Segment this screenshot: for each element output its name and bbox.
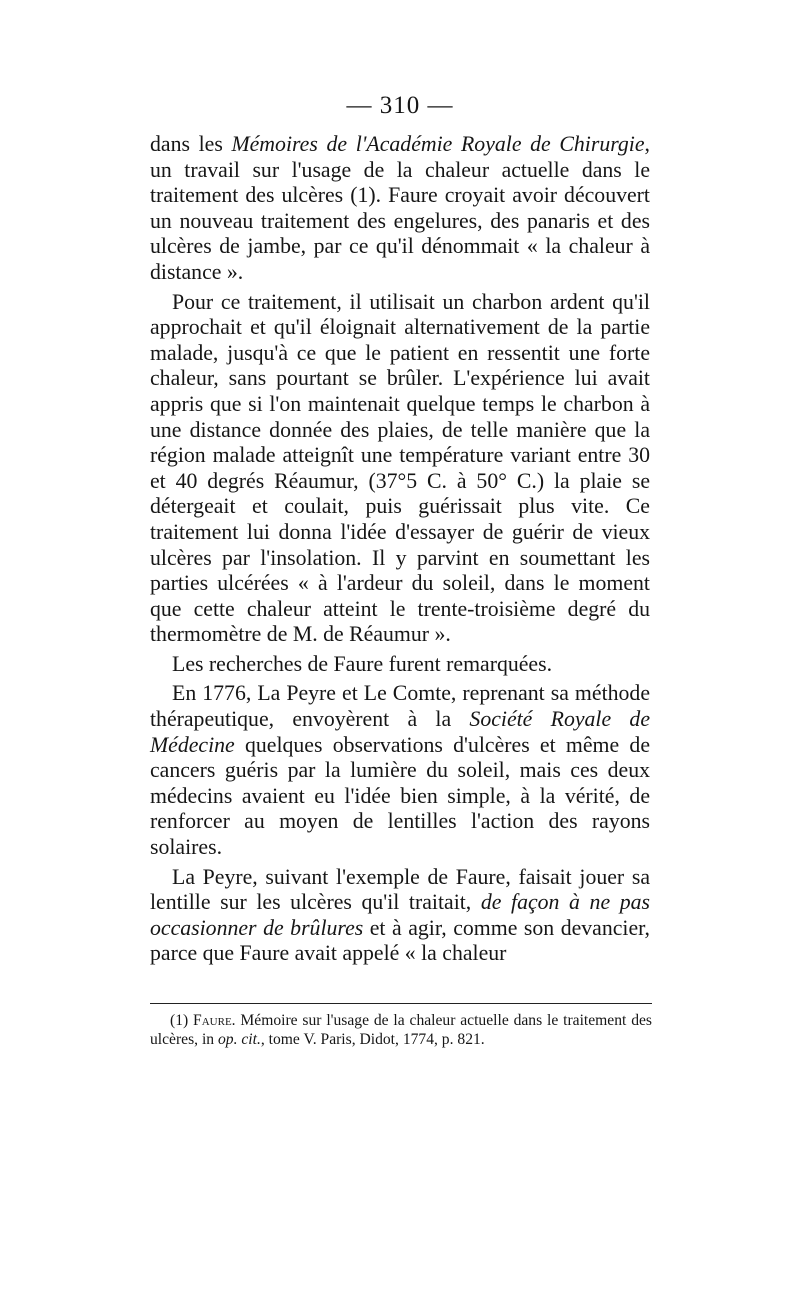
body-text [150,132,650,967]
text-run: La Peyre, suivant l'exemple de Faure, faisait jouer sa lentille sur les ulcères qu'il traitait, [150,864,650,915]
author-name: Faure [193,1012,232,1029]
text-run: En 1776, La Peyre et Le Comte, reprenant sa méthode thérapeutique, envoyèrent à la [150,681,650,732]
text-run: Pour ce traitement, il utilisait un charbon ardent qu'il approchait et qu'il éloignait alternativement de la partie malade, jusqu'à ce que le patient en ressentit une forte chaleur, sans pourtant se brûler. L'expérience lui avait appris que si l'on maintenait quelque temps le charbon à une distance donnée des plaies, de telle manière que la région malade atteignît une température variant entre 30 et 40 degrés Réaumur, (37°5 C. à 50° C.) la plaie se détergeait et coulait, puis guérissait plus vite. Ce traitement lui donna l'idée d'essayer de guérir de vieux ulcères par l'insolation. Il y parvint en soumettant les parties ulcérées « à l'ardeur du soleil, dans le moment que cette chaleur atteint le trente-troisième degré du thermomètre de M. de Réaumur ». [150,289,650,647]
footnote [150,1011,652,1049]
paragraph [150,681,650,860]
italic-text: Mémoires de l'Académie Royale de Chirurgie [231,132,645,156]
italic-text: op. cit. [217,1031,261,1049]
paragraph [150,290,650,648]
text-run: , un travail sur l'usage de la chaleur actuelle dans le traitement des ulcères (1). Faure croyait avoir découvert un nouveau traitement des engelures, des panaris et des ulcères de jambe, par ce qu'il dénommait « la chaleur à distance ». [150,132,650,284]
footnote-divider [150,1003,652,1004]
paragraph [150,652,650,678]
paragraph [150,132,650,286]
text-run: et à agir, comme son devancier, parce que Faure avait appelé « la chaleur [150,915,650,966]
text-run: , tome V. Paris, Didot, 1774, p. 821. [260,1031,485,1049]
text-run: dans les [150,132,232,156]
text-run: . Mémoire sur l'usage de la chaleur actuelle dans le traitement des ulcères, in [150,1012,652,1049]
text-run: Les recherches de Faure furent remarquées. [172,651,553,676]
italic-text: Société Royale de Médecine [150,707,650,757]
text-run: quelques observations d'ulcères et même de cancers guéris par la lumière du soleil, mais ces deux médecins avaient eu l'idée bien simple, à la vérité, de renforcer au moyen de lentilles l'action des rayons solaires. [150,732,650,860]
italic-text: de façon à ne pas occasionner de brûlures [150,890,650,940]
text-run: (1) [170,1012,194,1029]
paragraph [150,865,650,967]
page-number: — 310 — [346,92,454,119]
